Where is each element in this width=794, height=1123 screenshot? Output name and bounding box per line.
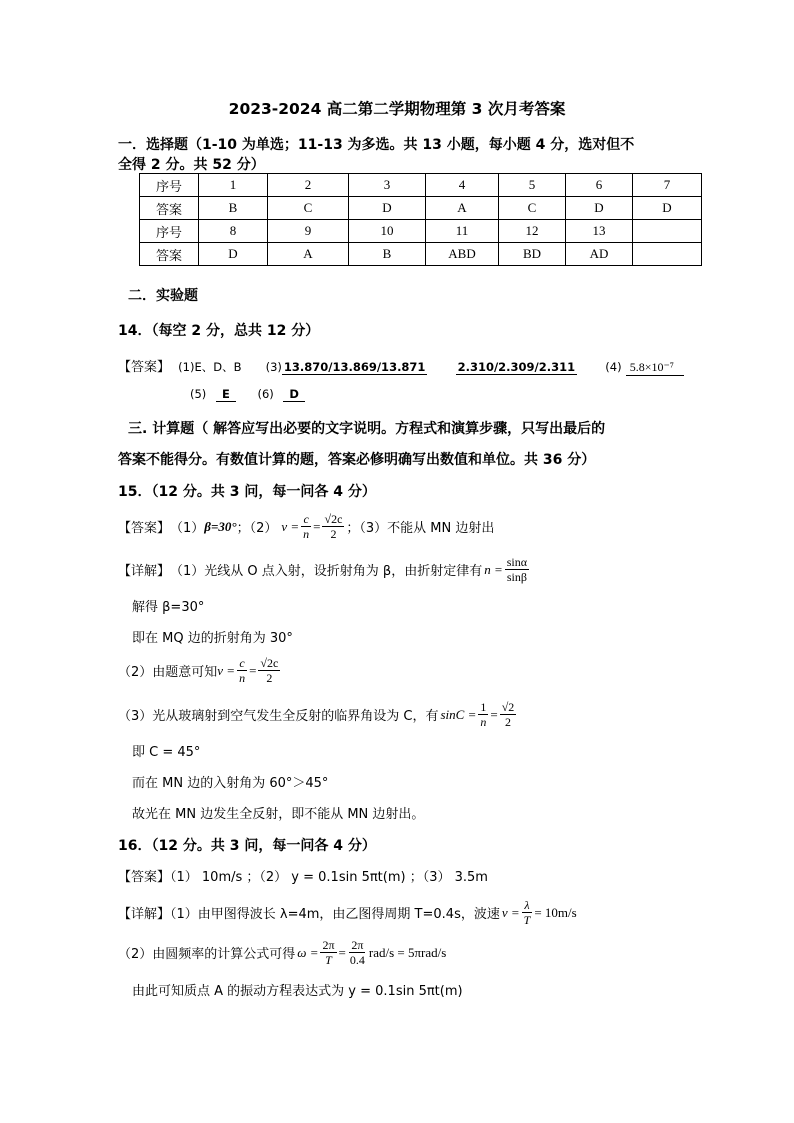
denominator: 2 xyxy=(505,715,511,729)
q16-omega-result: rad/s = 5πrad/s xyxy=(368,944,447,960)
q15-d5: （3）光从玻璃射到空气发生全反射的临界角设为 C，有 xyxy=(118,709,439,724)
numerator: √2c xyxy=(324,512,343,526)
table-cell: 7 xyxy=(633,174,702,197)
table-row xyxy=(140,174,702,197)
fraction-1-over-n xyxy=(478,700,488,729)
equals: = xyxy=(490,706,498,722)
table-cell: D xyxy=(566,197,633,220)
table-row xyxy=(140,243,702,266)
answer-tag: 【答案】 xyxy=(118,360,171,375)
table-cell: 5 xyxy=(499,174,566,197)
q14-a6-prefix: (6) xyxy=(257,387,274,401)
table-row xyxy=(140,220,702,243)
table-cell: D xyxy=(199,243,268,266)
q15-ans-1: （1） xyxy=(170,521,205,536)
q16-d2: （2）由圆频率的计算公式可得 xyxy=(118,947,296,962)
q14-a1: (1)E、D、B xyxy=(178,360,242,374)
q16-v-eq: v = xyxy=(501,904,520,920)
q16-header: 16．（12 分。共 3 问，每一问各 4 分） xyxy=(118,838,376,854)
table-cell: D xyxy=(349,197,426,220)
table-cell: A xyxy=(426,197,499,220)
q15-n-eq: n = xyxy=(484,561,503,577)
q16-detail-2 xyxy=(118,938,446,967)
section-1-line-2: 全得 2 分。共 52 分） xyxy=(118,157,265,173)
table-row-label: 答案 xyxy=(140,243,199,266)
q15-d7: 而在 MN 边的入射角为 60°＞45° xyxy=(132,776,329,791)
q15-d8: 故光在 MN 边发生全反射，即不能从 MN 边射出。 xyxy=(132,807,425,822)
q14-answer-line-2 xyxy=(190,387,305,402)
fraction-sqrt2c-over-2 xyxy=(258,656,280,685)
q14-header: 14．（每空 2 分，总共 12 分） xyxy=(118,323,320,339)
q15-detail-1 xyxy=(118,555,531,584)
table-row-label: 序号 xyxy=(140,220,199,243)
table-cell: 10 xyxy=(349,220,426,243)
denominator: sinβ xyxy=(506,570,527,584)
q14-a4-value: 5.8×10⁻⁷ xyxy=(626,360,684,376)
numerator: c xyxy=(239,656,245,670)
fraction-sqrt2-over-2 xyxy=(500,700,517,729)
q15-beta: β=30° xyxy=(204,518,237,534)
answer-table xyxy=(139,173,702,266)
equals: = xyxy=(249,662,257,678)
numerator: √2c xyxy=(260,656,279,670)
table-cell: BD xyxy=(499,243,566,266)
table-cell: 3 xyxy=(349,174,426,197)
numerator: 2π xyxy=(322,938,335,952)
denominator: 0.4 xyxy=(349,953,365,967)
table-cell: D xyxy=(633,197,702,220)
q16-answer: 【答案】（1） 10m/s ；（2） y = 0.1sin 5πt(m) ；（3） 3.5m xyxy=(118,870,488,885)
table-cell: 11 xyxy=(426,220,499,243)
numerator: √2 xyxy=(501,700,515,714)
section-1-line-1: 一．选择题（1-10 为单选；11-13 为多选。共 13 小题，每小题 4 分，选对但不 xyxy=(118,137,635,153)
q14-a5-prefix: (5) xyxy=(190,387,207,401)
q15-d2: 解得 β=30° xyxy=(132,600,205,615)
equals: = xyxy=(338,944,346,960)
q15-answer xyxy=(118,512,494,541)
q15-d3: 即在 MQ 边的折射角为 30° xyxy=(132,631,293,646)
denominator: T xyxy=(523,913,531,927)
denominator: n xyxy=(239,671,246,685)
q15-detail-5 xyxy=(118,700,518,729)
table-cell: 2 xyxy=(268,174,349,197)
table-cell: 1 xyxy=(199,174,268,197)
equals: = xyxy=(313,518,321,534)
table-cell: B xyxy=(349,243,426,266)
table-cell xyxy=(633,243,702,266)
q14-a6-value: D xyxy=(283,387,305,402)
q15-detail-4 xyxy=(118,656,282,685)
detail-tag: 【详解】 xyxy=(118,564,171,579)
q14-a3-value: 13.870/13.869/13.871 xyxy=(283,360,426,374)
q15-d4-v: v = xyxy=(217,662,236,678)
denominator: n xyxy=(480,715,487,729)
table-cell: 9 xyxy=(268,220,349,243)
denominator: 2 xyxy=(266,671,273,685)
table-cell: 4 xyxy=(426,174,499,197)
q15-ans-2: ；（2） xyxy=(236,521,278,536)
denominator: 2 xyxy=(330,527,337,541)
section-3-line-2: 答案不能得分。有数值计算的题，答案必修明确写出数值和单位。共 36 分） xyxy=(118,452,596,468)
q14-a4-prefix: (4) xyxy=(605,360,622,374)
q15-sinc: sinC = xyxy=(440,706,477,722)
table-row xyxy=(140,197,702,220)
table-cell: C xyxy=(499,197,566,220)
numerator: 1 xyxy=(480,700,487,714)
q14-a5-value: E xyxy=(216,387,236,402)
table-cell xyxy=(633,220,702,243)
numerator: λ xyxy=(524,898,530,912)
table-cell: 12 xyxy=(499,220,566,243)
fraction-2pi-over-0.4 xyxy=(348,938,367,967)
q16-d3: 由此可知质点 A 的振动方程表达式为 y = 0.1sin 5πt(m) xyxy=(132,984,463,999)
page-title: 2023-2024 高二第二学期物理第 3 次月考答案 xyxy=(228,100,566,118)
table-cell: A xyxy=(268,243,349,266)
q16-detail-1 xyxy=(118,898,577,927)
fraction-c-over-n xyxy=(301,512,311,541)
table-cell: ABD xyxy=(426,243,499,266)
q16-d1: 【详解】（1）由甲图得波长 λ=4m，由乙图得周期 T=0.4s，波速 xyxy=(118,907,500,922)
fraction-sqrt2c-over-2 xyxy=(322,512,344,541)
table-cell: 8 xyxy=(199,220,268,243)
table-cell: 6 xyxy=(566,174,633,197)
numerator: sinα xyxy=(506,555,528,569)
fraction-2pi-over-T xyxy=(320,938,336,967)
q14-a3-prefix: (3) xyxy=(265,360,282,374)
table-cell: 13 xyxy=(566,220,633,243)
fraction-lambda-over-T xyxy=(522,898,533,927)
table-cell: C xyxy=(268,197,349,220)
q14-a3-value2: 2.310/2.309/2.311 xyxy=(457,360,576,374)
table-cell: AD xyxy=(566,243,633,266)
denominator: T xyxy=(325,953,332,967)
q15-header: 15．（12 分。共 3 问，每一问各 4 分） xyxy=(118,484,376,500)
fraction-sina-over-sinb xyxy=(505,555,529,584)
numerator: 2π xyxy=(351,938,364,952)
q15-v-eq: v = xyxy=(281,518,300,534)
denominator: n xyxy=(303,527,310,541)
section-2-title: 二．实验题 xyxy=(128,288,198,304)
table-cell: B xyxy=(199,197,268,220)
fraction-c-over-n xyxy=(237,656,247,685)
q15-d6: 即 C = 45° xyxy=(132,745,201,760)
q14-answer-line xyxy=(118,356,684,376)
q15-d1: （1）光线从 O 点入射，设折射角为 β，由折射定律有 xyxy=(170,564,483,579)
q16-omega: ω = xyxy=(297,944,319,960)
table-row-label: 答案 xyxy=(140,197,199,220)
table-row-label: 序号 xyxy=(140,174,199,197)
section-3-line-1: 三. 计算题（ 解答应写出必要的文字说明。方程式和演算步骤，只写出最后的 xyxy=(128,421,606,437)
q15-d4: （2）由题意可知 xyxy=(118,665,218,680)
numerator: c xyxy=(303,512,309,526)
q15-ans-3: ；（3）不能从 MN 边射出 xyxy=(346,521,495,536)
q16-v-result: = 10m/s xyxy=(534,904,577,920)
answer-tag: 【答案】 xyxy=(118,521,171,536)
